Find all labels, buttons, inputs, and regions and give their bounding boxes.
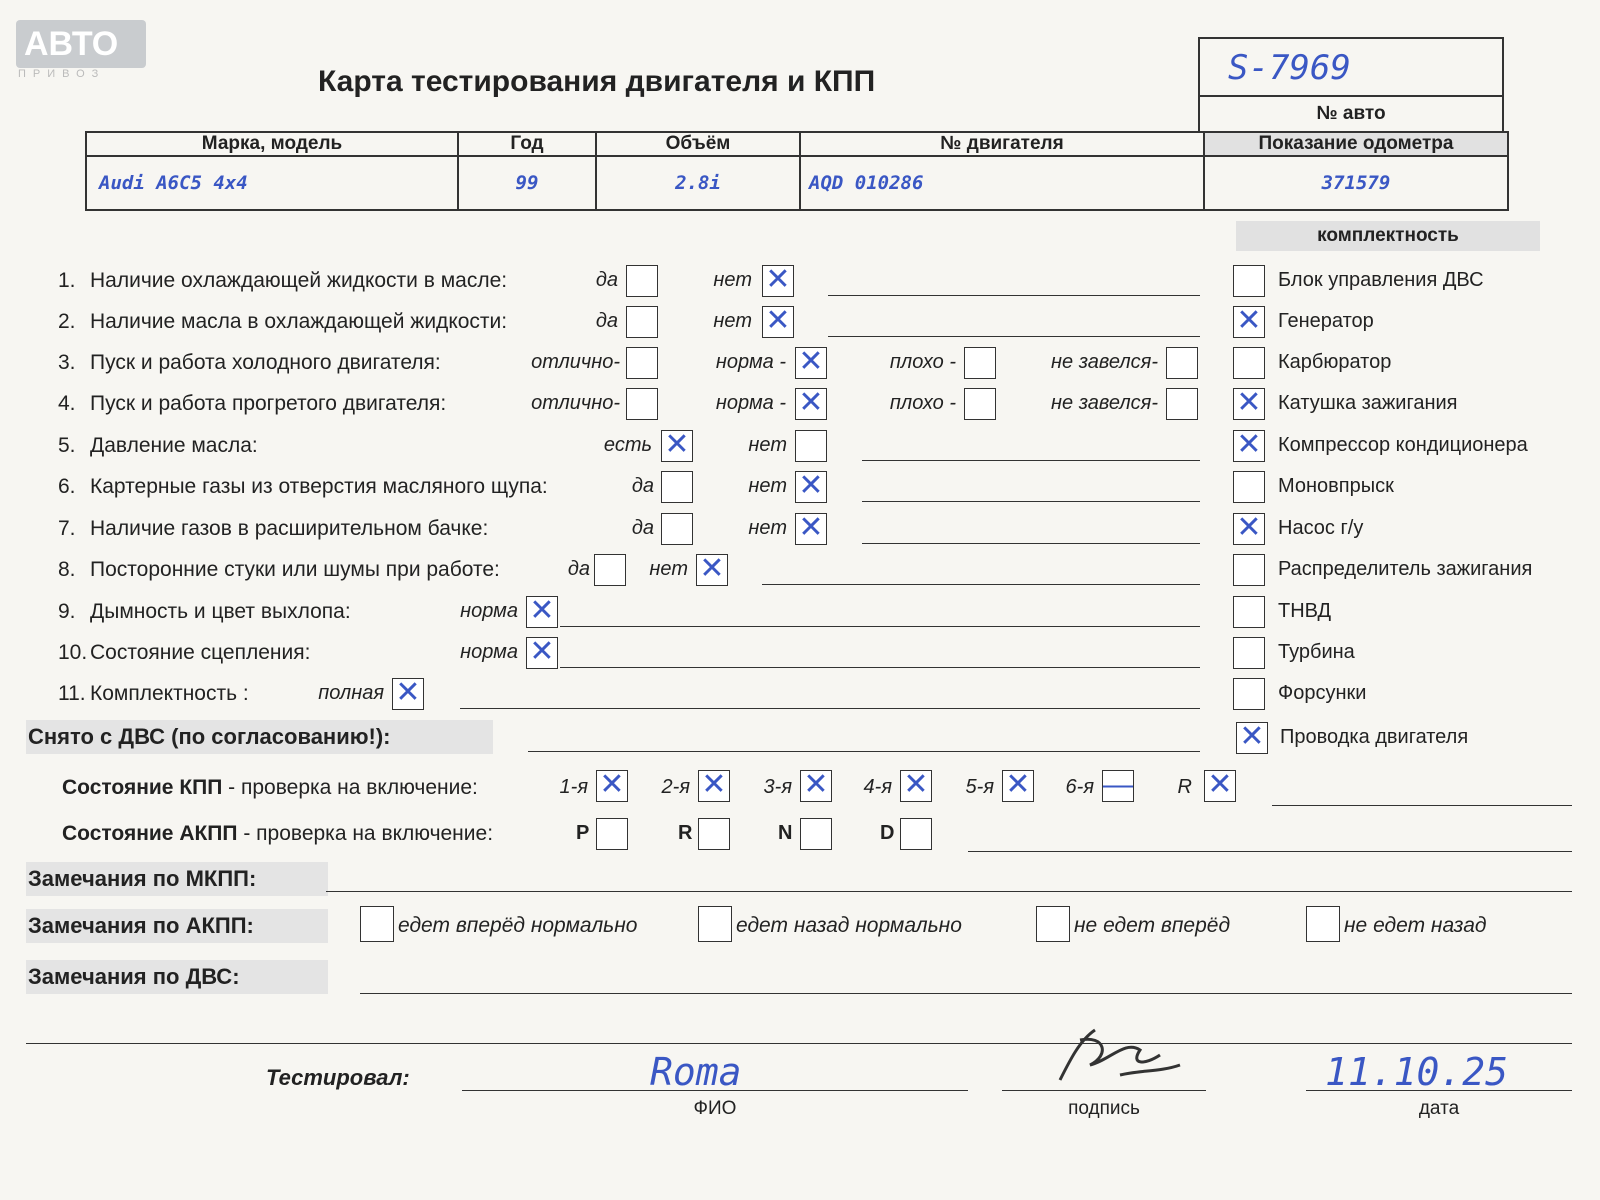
check-number: 5. — [58, 434, 76, 457]
option-label: нет — [748, 475, 787, 497]
check-row-9 — [58, 600, 351, 624]
komp-item-label: Распределитель зажигания — [1278, 558, 1533, 580]
kpp-gear-4-box[interactable]: ✕ — [900, 770, 932, 802]
auto-number-value: S-7969 — [1198, 37, 1504, 97]
check-number: 7. — [58, 517, 76, 540]
avto-logo: АВТО — [16, 20, 146, 68]
engine-number-value: AQD 010286 — [800, 156, 1204, 210]
check-number: 3. — [58, 351, 76, 374]
komp-item-label: Форсунки — [1278, 682, 1367, 704]
kpp-label-rest: - проверка на включение: — [222, 776, 478, 799]
akpp-p-box[interactable] — [596, 818, 628, 850]
komp-checkbox-8[interactable] — [1233, 554, 1265, 586]
check-3-ploho-box[interactable] — [964, 347, 996, 379]
akpp-no-backward-box[interactable] — [1306, 906, 1340, 942]
check-6-net-box[interactable]: ✕ — [795, 471, 827, 503]
check-1-da-box[interactable] — [626, 265, 658, 297]
check-5-net-box[interactable] — [795, 430, 827, 462]
option-label: полная — [318, 682, 384, 704]
fio-line[interactable] — [462, 1090, 968, 1091]
removed-label: Снято с ДВС (по согласованию!): — [26, 720, 493, 754]
gear-label: 4-я — [863, 776, 892, 798]
komp-item-label: ТНВД — [1278, 600, 1332, 622]
check-4-ploho-box[interactable] — [964, 388, 996, 420]
note-line[interactable] — [762, 584, 1200, 585]
check-2-net-box[interactable]: ✕ — [762, 306, 794, 338]
kpp-gear-r-box[interactable]: ✕ — [1204, 770, 1236, 802]
gear-label: 1-я — [559, 776, 588, 798]
check-row-3 — [58, 351, 441, 375]
akpp-gear-label: R — [678, 822, 693, 844]
gear-label: 2-я — [661, 776, 690, 798]
kpp-label — [62, 776, 478, 800]
akpp-label-bold: Состояние АКПП — [62, 822, 238, 845]
date-value: 11.10.25 — [1325, 1050, 1509, 1094]
check-row-6 — [58, 475, 548, 499]
option-label: норма — [460, 641, 518, 663]
note-line[interactable] — [560, 667, 1200, 668]
date-line[interactable] — [1306, 1090, 1572, 1091]
check-4-norma-box[interactable]: ✕ — [795, 388, 827, 420]
check-text: Пуск и работа прогретого двигателя: — [90, 392, 447, 415]
komp-item-label: Моновпрыск — [1278, 475, 1394, 497]
check-row-1 — [58, 269, 507, 293]
akpp-forward-ok-box[interactable] — [360, 906, 394, 942]
kpp-label-bold: Состояние КПП — [62, 776, 223, 799]
model-value: Audi A6C5 4x4 — [86, 156, 458, 210]
komp-item-label: Насос г/у — [1278, 517, 1364, 539]
year-value: 99 — [458, 156, 596, 210]
option-label: да — [631, 475, 654, 497]
option-label: отлично- — [531, 392, 620, 414]
check-row-10 — [58, 641, 310, 665]
gear-label: 5-я — [965, 776, 994, 798]
option-label: да — [567, 558, 590, 580]
option-label: не завелся- — [1051, 392, 1158, 414]
option-label: да — [595, 269, 618, 291]
note-line[interactable] — [862, 460, 1200, 461]
remarks-mkpp-line[interactable] — [326, 891, 1572, 892]
akpp-label-rest: - проверка на включение: — [237, 822, 494, 845]
check-number: 8. — [58, 558, 76, 581]
option-label: норма — [460, 600, 518, 622]
option-label: отлично- — [531, 351, 620, 373]
check-10-norma-box[interactable]: ✕ — [526, 637, 558, 669]
komp-item-label: Генератор — [1278, 310, 1374, 332]
komp-checkbox-5[interactable]: ✕ — [1233, 430, 1265, 462]
gear-label: R — [1177, 776, 1192, 798]
auto-number-label: № авто — [1198, 97, 1504, 131]
option-label: есть — [603, 434, 652, 456]
komp-checkbox-6[interactable] — [1233, 471, 1265, 503]
page-title: Карта тестирования двигателя и КПП — [318, 65, 876, 98]
header-label-odometer: Показание одометра — [1204, 132, 1508, 156]
kpp-gear-6-box[interactable]: — — [1103, 768, 1133, 801]
check-text: Давление масла: — [90, 434, 258, 457]
akpp-gear-label: N — [778, 822, 793, 844]
option-label: нет — [649, 558, 688, 580]
logo-subtitle: ПРИВОЗ — [18, 68, 106, 80]
komp-item-label: Катушка зажигания — [1278, 392, 1458, 414]
check-number: 10. — [58, 641, 88, 664]
komp-checkbox-10[interactable] — [1233, 637, 1265, 669]
date-label: дата — [1418, 1098, 1460, 1119]
check-11-polnaya-box[interactable]: ✕ — [392, 678, 424, 710]
option-label: да — [631, 517, 654, 539]
fio-value: Roma — [650, 1050, 742, 1094]
signature-line[interactable] — [1002, 1090, 1206, 1091]
check-text: Пуск и работа холодного двигателя: — [90, 351, 441, 374]
check-row-4 — [58, 392, 446, 416]
akpp-n-box[interactable] — [800, 818, 832, 850]
kpp-gear-3-box[interactable]: ✕ — [800, 770, 832, 802]
note-line[interactable] — [828, 336, 1200, 337]
check-number: 4. — [58, 392, 76, 415]
komp-checkbox-7[interactable]: ✕ — [1233, 513, 1265, 545]
check-2-da-box[interactable] — [626, 306, 658, 338]
header-label-model: Марка, модель — [86, 132, 458, 156]
akpp-gear-label: D — [880, 822, 895, 844]
check-text: Состояние сцепления: — [90, 641, 311, 664]
check-6-da-box[interactable] — [661, 471, 693, 503]
check-3-norma-box[interactable]: ✕ — [795, 347, 827, 379]
akpp-remark-label: не едет назад — [1344, 914, 1487, 937]
komp-checkbox-9[interactable] — [1233, 596, 1265, 628]
check-number: 9. — [58, 600, 76, 623]
option-label: норма - — [715, 351, 786, 373]
check-7-net-box[interactable]: ✕ — [795, 513, 827, 545]
removed-line[interactable] — [528, 751, 1200, 752]
check-1-net-box[interactable]: ✕ — [762, 265, 794, 297]
vehicle-header-table — [85, 131, 1509, 211]
remarks-dvs-line[interactable] — [360, 993, 1572, 994]
option-label: нет — [748, 517, 787, 539]
signature-mark — [1050, 1020, 1190, 1090]
check-text: Посторонние стуки или шумы при работе: — [90, 558, 500, 581]
check-number: 1. — [58, 269, 76, 292]
remarks-mkpp-label: Замечания по МКПП: — [26, 862, 328, 896]
gear-label: 3-я — [763, 776, 792, 798]
akpp-label — [62, 822, 493, 846]
tested-by-label: Тестировал: — [266, 1065, 410, 1090]
remarks-akpp-label: Замечания по АКПП: — [26, 909, 328, 943]
komp-checkbox-1[interactable] — [1233, 265, 1265, 297]
komp-checkbox-4[interactable]: ✕ — [1233, 388, 1265, 420]
remarks-dvs-label: Замечания по ДВС: — [26, 960, 328, 994]
akpp-backward-ok-box[interactable] — [698, 906, 732, 942]
header-label-engine-number: № двигателя — [800, 132, 1204, 156]
komp-item-label: Компрессор кондиционера — [1278, 434, 1528, 456]
check-3-otlichno-box[interactable] — [626, 347, 658, 379]
kpp-gear-2-box[interactable]: ✕ — [698, 770, 730, 802]
check-text: Дымность и цвет выхлопа: — [90, 600, 351, 623]
komp-item-label: Блок управления ДВС — [1278, 269, 1484, 291]
akpp-remark-label: едет вперёд нормально — [398, 914, 638, 937]
note-line[interactable] — [560, 626, 1200, 627]
note-line[interactable] — [862, 543, 1200, 544]
check-4-nezavelsya-box[interactable] — [1166, 388, 1198, 420]
signature-label: подпись — [1068, 1098, 1140, 1119]
option-label: да — [595, 310, 618, 332]
option-label: нет — [713, 310, 752, 332]
komp-checkbox-3[interactable] — [1233, 347, 1265, 379]
note-line[interactable] — [862, 501, 1200, 502]
check-number: 2. — [58, 310, 76, 333]
header-label-year: Год — [458, 132, 596, 156]
check-8-net-box[interactable]: ✕ — [696, 554, 728, 586]
odometer-value: 371579 — [1204, 156, 1508, 210]
kpp-gear-5-box[interactable]: ✕ — [1002, 770, 1034, 802]
komp-item-label: Карбюратор — [1278, 351, 1392, 373]
akpp-d-box[interactable] — [900, 818, 932, 850]
check-row-5 — [58, 434, 258, 458]
option-label: нет — [748, 434, 787, 456]
akpp-note-line[interactable] — [968, 851, 1572, 852]
check-row-11 — [58, 682, 249, 706]
check-text: Картерные газы из отверстия масляного щупа: — [90, 475, 548, 498]
option-label: плохо - — [889, 392, 956, 414]
option-label: норма - — [715, 392, 786, 414]
option-label: нет — [713, 269, 752, 291]
komp-checkbox-2[interactable]: ✕ — [1233, 306, 1265, 338]
header-label-volume: Объём — [596, 132, 800, 156]
komp-checkbox-12[interactable]: ✕ — [1236, 722, 1268, 754]
kpp-note-line[interactable] — [1272, 805, 1572, 806]
option-label: не завелся- — [1051, 351, 1158, 373]
komp-item-label: Проводка двигателя — [1280, 726, 1469, 748]
check-7-da-box[interactable] — [661, 513, 693, 545]
komp-item-label: Турбина — [1278, 641, 1355, 663]
akpp-remark-label: не едет вперёд — [1074, 914, 1231, 937]
komplektnost-title: комплектность — [1236, 221, 1540, 251]
note-line[interactable] — [460, 708, 1200, 709]
check-8-da-box[interactable] — [594, 554, 626, 586]
akpp-r-box[interactable] — [698, 818, 730, 850]
akpp-remark-label: едет назад нормально — [736, 914, 962, 937]
komp-checkbox-11[interactable] — [1233, 678, 1265, 710]
remarks-dvs-line-2[interactable] — [26, 1043, 1572, 1044]
option-label: плохо - — [889, 351, 956, 373]
kpp-gear-1-box[interactable]: ✕ — [596, 770, 628, 802]
check-row-2 — [58, 310, 507, 334]
check-text: Наличие охлаждающей жидкости в масле: — [90, 269, 508, 292]
fio-label: ФИО — [693, 1098, 737, 1119]
check-3-nezavelsya-box[interactable] — [1166, 347, 1198, 379]
check-text: Наличие масла в охлаждающей жидкости: — [90, 310, 508, 333]
check-number: 11. — [58, 682, 86, 705]
check-9-norma-box[interactable]: ✕ — [526, 596, 558, 628]
check-row-7 — [58, 517, 488, 541]
gear-label: 6-я — [1065, 776, 1094, 798]
volume-value: 2.8i — [596, 156, 800, 210]
check-text: Комплектность : — [90, 682, 249, 705]
note-line[interactable] — [828, 295, 1200, 296]
akpp-no-forward-box[interactable] — [1036, 906, 1070, 942]
akpp-gear-label: P — [576, 822, 590, 844]
check-4-otlichno-box[interactable] — [626, 388, 658, 420]
check-5-est-box[interactable]: ✕ — [661, 430, 693, 462]
check-text: Наличие газов в расширительном бачке: — [90, 517, 489, 540]
check-number: 6. — [58, 475, 76, 498]
check-row-8 — [58, 558, 500, 582]
